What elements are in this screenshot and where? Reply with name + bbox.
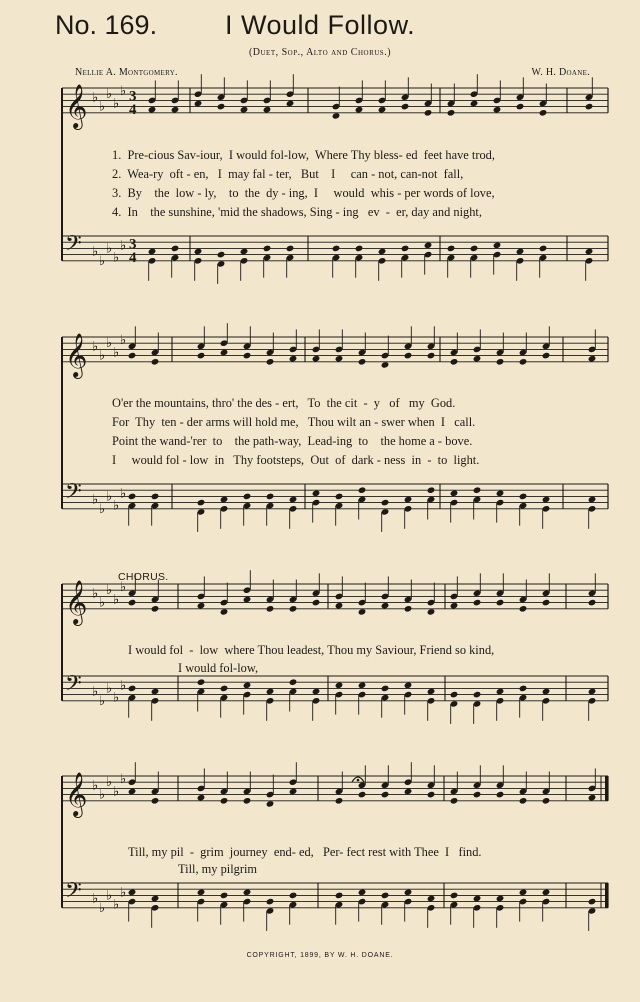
- note-head: [335, 892, 344, 900]
- note-head: [427, 352, 436, 360]
- note-head: [496, 358, 505, 366]
- note-head: [473, 791, 482, 799]
- flat-sign: ♭: [92, 684, 99, 700]
- treble-clef: 𝄞: [65, 771, 88, 816]
- note-head: [358, 682, 367, 690]
- treble-clef: 𝄞: [65, 83, 88, 128]
- flat-sign: ♭: [92, 492, 99, 508]
- note-head: [381, 361, 390, 369]
- chorus-line-2-echo: Till, my pilgrim: [178, 862, 258, 876]
- flat-sign: ♭: [92, 586, 99, 602]
- flat-sign: ♭: [99, 900, 106, 916]
- flat-sign: ♭: [92, 339, 99, 355]
- note-head: [450, 797, 459, 805]
- note-head: [335, 493, 344, 501]
- verse-line-1b: O'er the mountains, thro' the des - ert, To the cit - y of my God.: [112, 396, 456, 410]
- note-head: [194, 100, 203, 108]
- verse-line-4a: 4. In the sunshine, 'mid the shadows, Sing - ing ev - er, day and night,: [112, 205, 482, 219]
- bass-clef: 𝄢: [65, 878, 82, 909]
- copyright-notice: COPYRIGHT, 1899, BY W. H. DOANE.: [246, 952, 394, 959]
- note-head: [355, 245, 364, 253]
- note-head: [585, 248, 594, 256]
- note-head: [332, 112, 341, 120]
- note-head: [335, 797, 344, 805]
- note-head: [542, 599, 551, 607]
- note-head: [404, 496, 413, 504]
- treble-clef: 𝄞: [65, 332, 88, 377]
- note-head: [266, 688, 275, 696]
- note-head: [151, 688, 160, 696]
- note-head: [496, 791, 505, 799]
- flat-sign: ♭: [99, 348, 106, 364]
- note-head: [496, 688, 505, 696]
- flat-sign: ♭: [92, 778, 99, 794]
- flat-sign: ♭: [113, 897, 120, 913]
- note-head: [473, 895, 482, 903]
- flat-sign: ♭: [113, 96, 120, 112]
- lyricist-credit: Nellie A. Montgomery.: [75, 67, 178, 78]
- note-head: [286, 245, 295, 253]
- note-head: [427, 895, 436, 903]
- note-head: [588, 496, 597, 504]
- flat-sign: ♭: [113, 345, 120, 361]
- note-head: [401, 103, 410, 111]
- note-head: [312, 599, 321, 607]
- note-head: [447, 109, 456, 117]
- bass-clef: 𝄢: [65, 479, 82, 510]
- note-head: [289, 496, 298, 504]
- note-head: [289, 892, 298, 900]
- note-head: [266, 800, 275, 808]
- flat-sign: ♭: [92, 90, 99, 106]
- verse-line-3a: 3. By the low - ly, to the dy - ing, I would whis - per words of love,: [112, 186, 495, 200]
- flat-sign: ♭: [99, 253, 106, 269]
- note-head: [450, 602, 459, 610]
- note-head: [473, 355, 482, 363]
- note-head: [197, 499, 206, 507]
- note-head: [243, 889, 252, 897]
- note-head: [381, 499, 390, 507]
- note-head: [217, 103, 226, 111]
- flat-sign: ♭: [106, 681, 113, 697]
- verse-line-2b: For Thy ten - der arms will hold me, Thou wilt an - swer when I call.: [112, 415, 476, 429]
- time-signature-bottom: 4: [129, 249, 137, 266]
- flat-sign: ♭: [106, 888, 113, 904]
- note-head: [516, 248, 525, 256]
- note-head: [496, 895, 505, 903]
- note-head: [220, 685, 229, 693]
- flat-sign: ♭: [120, 238, 127, 254]
- note-head: [217, 251, 226, 259]
- note-head: [220, 496, 229, 504]
- flat-sign: ♭: [106, 489, 113, 505]
- final-barline: [605, 776, 608, 801]
- note-head: [358, 608, 367, 616]
- note-head: [450, 490, 459, 498]
- chorus-label: CHORUS.: [118, 571, 169, 583]
- verse-line-2a: 2. Wea-ry oft - en, I may fal - ter, But I can - not, can-not fall,: [112, 167, 464, 181]
- flat-sign: ♭: [120, 84, 127, 100]
- note-head: [194, 248, 203, 256]
- hymn-number: No. 169.: [55, 10, 158, 40]
- note-head: [381, 685, 390, 693]
- note-head: [128, 788, 137, 796]
- note-head: [289, 355, 298, 363]
- note-head: [151, 605, 160, 613]
- note-head: [151, 358, 160, 366]
- flat-sign: ♭: [106, 336, 113, 352]
- note-head: [470, 100, 479, 108]
- note-head: [427, 688, 436, 696]
- hymn-subtitle: (Duet, Sop., Alto and Chorus.): [248, 47, 392, 58]
- chorus-line-1: I would fol - low where Thou leadest, Thou my Saviour, Friend so kind,: [128, 643, 495, 657]
- note-head: [427, 608, 436, 616]
- note-head: [539, 109, 548, 117]
- note-head: [358, 486, 367, 494]
- note-head: [151, 493, 160, 501]
- note-head: [243, 682, 252, 690]
- note-head: [378, 248, 387, 256]
- note-head: [243, 352, 252, 360]
- time-signature-top: 3: [129, 88, 137, 105]
- note-head: [588, 794, 597, 802]
- note-head: [450, 691, 459, 699]
- flat-sign: ♭: [99, 99, 106, 115]
- note-head: [588, 355, 597, 363]
- note-head: [493, 106, 502, 114]
- note-head: [240, 248, 249, 256]
- note-head: [519, 605, 528, 613]
- flat-sign: ♭: [99, 693, 106, 709]
- note-head: [128, 599, 137, 607]
- flat-sign: ♭: [92, 244, 99, 260]
- flat-sign: ♭: [106, 241, 113, 257]
- note-head: [243, 493, 252, 501]
- note-head: [542, 797, 551, 805]
- note-head: [588, 688, 597, 696]
- note-head: [588, 599, 597, 607]
- note-head: [427, 486, 436, 494]
- note-head: [355, 106, 364, 114]
- note-head: [151, 797, 160, 805]
- note-head: [335, 602, 344, 610]
- note-head: [427, 791, 436, 799]
- fermata-dot: [357, 779, 360, 782]
- note-head: [378, 106, 387, 114]
- flat-sign: ♭: [106, 87, 113, 103]
- note-head: [220, 797, 229, 805]
- chorus-line-1-echo: I would fol-low,: [178, 661, 259, 675]
- note-head: [519, 889, 528, 897]
- note-head: [289, 788, 298, 796]
- note-head: [312, 688, 321, 696]
- note-head: [335, 682, 344, 690]
- flat-sign: ♭: [106, 775, 113, 791]
- note-head: [197, 678, 206, 686]
- note-head: [519, 493, 528, 501]
- note-head: [148, 248, 157, 256]
- flat-sign: ♭: [113, 690, 120, 706]
- note-head: [450, 892, 459, 900]
- note-head: [404, 682, 413, 690]
- bass-clef: 𝄢: [65, 231, 82, 262]
- note-head: [312, 355, 321, 363]
- treble-clef: 𝄞: [65, 579, 88, 624]
- note-head: [263, 106, 272, 114]
- note-head: [496, 490, 505, 498]
- note-head: [171, 245, 180, 253]
- note-head: [148, 106, 157, 114]
- note-head: [493, 242, 502, 250]
- note-head: [542, 496, 551, 504]
- hymn-title: I Would Follow.: [225, 10, 416, 40]
- note-head: [197, 794, 206, 802]
- note-head: [404, 889, 413, 897]
- note-head: [404, 788, 413, 796]
- flat-sign: ♭: [113, 250, 120, 266]
- note-head: [358, 791, 367, 799]
- flat-sign: ♭: [99, 595, 106, 611]
- note-head: [519, 358, 528, 366]
- note-head: [473, 691, 482, 699]
- note-head: [516, 103, 525, 111]
- note-head: [197, 889, 206, 897]
- note-head: [519, 797, 528, 805]
- note-head: [332, 245, 341, 253]
- note-head: [401, 245, 410, 253]
- note-head: [424, 109, 433, 117]
- final-barline: [605, 883, 608, 908]
- note-head: [404, 352, 413, 360]
- note-head: [240, 106, 249, 114]
- note-head: [286, 100, 295, 108]
- composer-credit: W. H. Doane.: [531, 67, 590, 78]
- note-head: [447, 245, 456, 253]
- flat-sign: ♭: [113, 498, 120, 514]
- note-head: [220, 608, 229, 616]
- time-signature-bottom: 4: [129, 101, 137, 118]
- note-head: [197, 602, 206, 610]
- flat-sign: ♭: [99, 501, 106, 517]
- note-head: [470, 245, 479, 253]
- note-head: [542, 889, 551, 897]
- flat-sign: ♭: [99, 787, 106, 803]
- note-head: [539, 245, 548, 253]
- note-head: [496, 599, 505, 607]
- note-head: [128, 889, 137, 897]
- note-head: [585, 103, 594, 111]
- flat-sign: ♭: [113, 592, 120, 608]
- note-head: [243, 797, 252, 805]
- note-head: [151, 895, 160, 903]
- flat-sign: ♭: [120, 678, 127, 694]
- note-head: [542, 352, 551, 360]
- note-head: [128, 352, 137, 360]
- note-head: [473, 599, 482, 607]
- chorus-line-2: Till, my pil - grim journey end- ed, Per- fect rest with Thee I find.: [128, 845, 482, 859]
- note-head: [197, 352, 206, 360]
- note-head: [289, 678, 298, 686]
- note-head: [542, 688, 551, 696]
- flat-sign: ♭: [120, 885, 127, 901]
- note-head: [519, 685, 528, 693]
- note-head: [381, 791, 390, 799]
- note-head: [289, 605, 298, 613]
- note-head: [473, 486, 482, 494]
- flat-sign: ♭: [106, 583, 113, 599]
- flat-sign: ♭: [120, 772, 127, 788]
- flat-sign: ♭: [120, 333, 127, 349]
- verse-line-1a: 1. Pre-cious Sav-iour, I would fol-low, Where Thy bless- ed feet have trod,: [112, 148, 495, 162]
- note-head: [266, 493, 275, 501]
- note-head: [312, 490, 321, 498]
- note-head: [266, 605, 275, 613]
- note-head: [220, 892, 229, 900]
- flat-sign: ♭: [120, 580, 127, 596]
- note-head: [381, 602, 390, 610]
- note-head: [263, 245, 272, 253]
- note-head: [128, 685, 137, 693]
- flat-sign: ♭: [92, 891, 99, 907]
- bass-clef: 𝄢: [65, 671, 82, 702]
- verse-line-4b: I would fol - low in Thy footsteps, Out of dark - ness in - to light.: [112, 453, 480, 467]
- note-head: [588, 898, 597, 906]
- note-head: [171, 106, 180, 114]
- time-signature-top: 3: [129, 236, 137, 253]
- note-head: [128, 493, 137, 501]
- note-head: [220, 349, 229, 357]
- note-head: [243, 596, 252, 604]
- flat-sign: ♭: [113, 784, 120, 800]
- note-head: [358, 358, 367, 366]
- note-head: [424, 242, 433, 250]
- note-head: [266, 898, 275, 906]
- note-head: [404, 605, 413, 613]
- note-head: [450, 358, 459, 366]
- note-head: [335, 355, 344, 363]
- flat-sign: ♭: [120, 486, 127, 502]
- verse-line-3b: Point the wand-'rer to the path-way, Lead-ing to the home a - bove.: [112, 434, 473, 448]
- note-head: [266, 358, 275, 366]
- note-head: [358, 889, 367, 897]
- note-head: [381, 892, 390, 900]
